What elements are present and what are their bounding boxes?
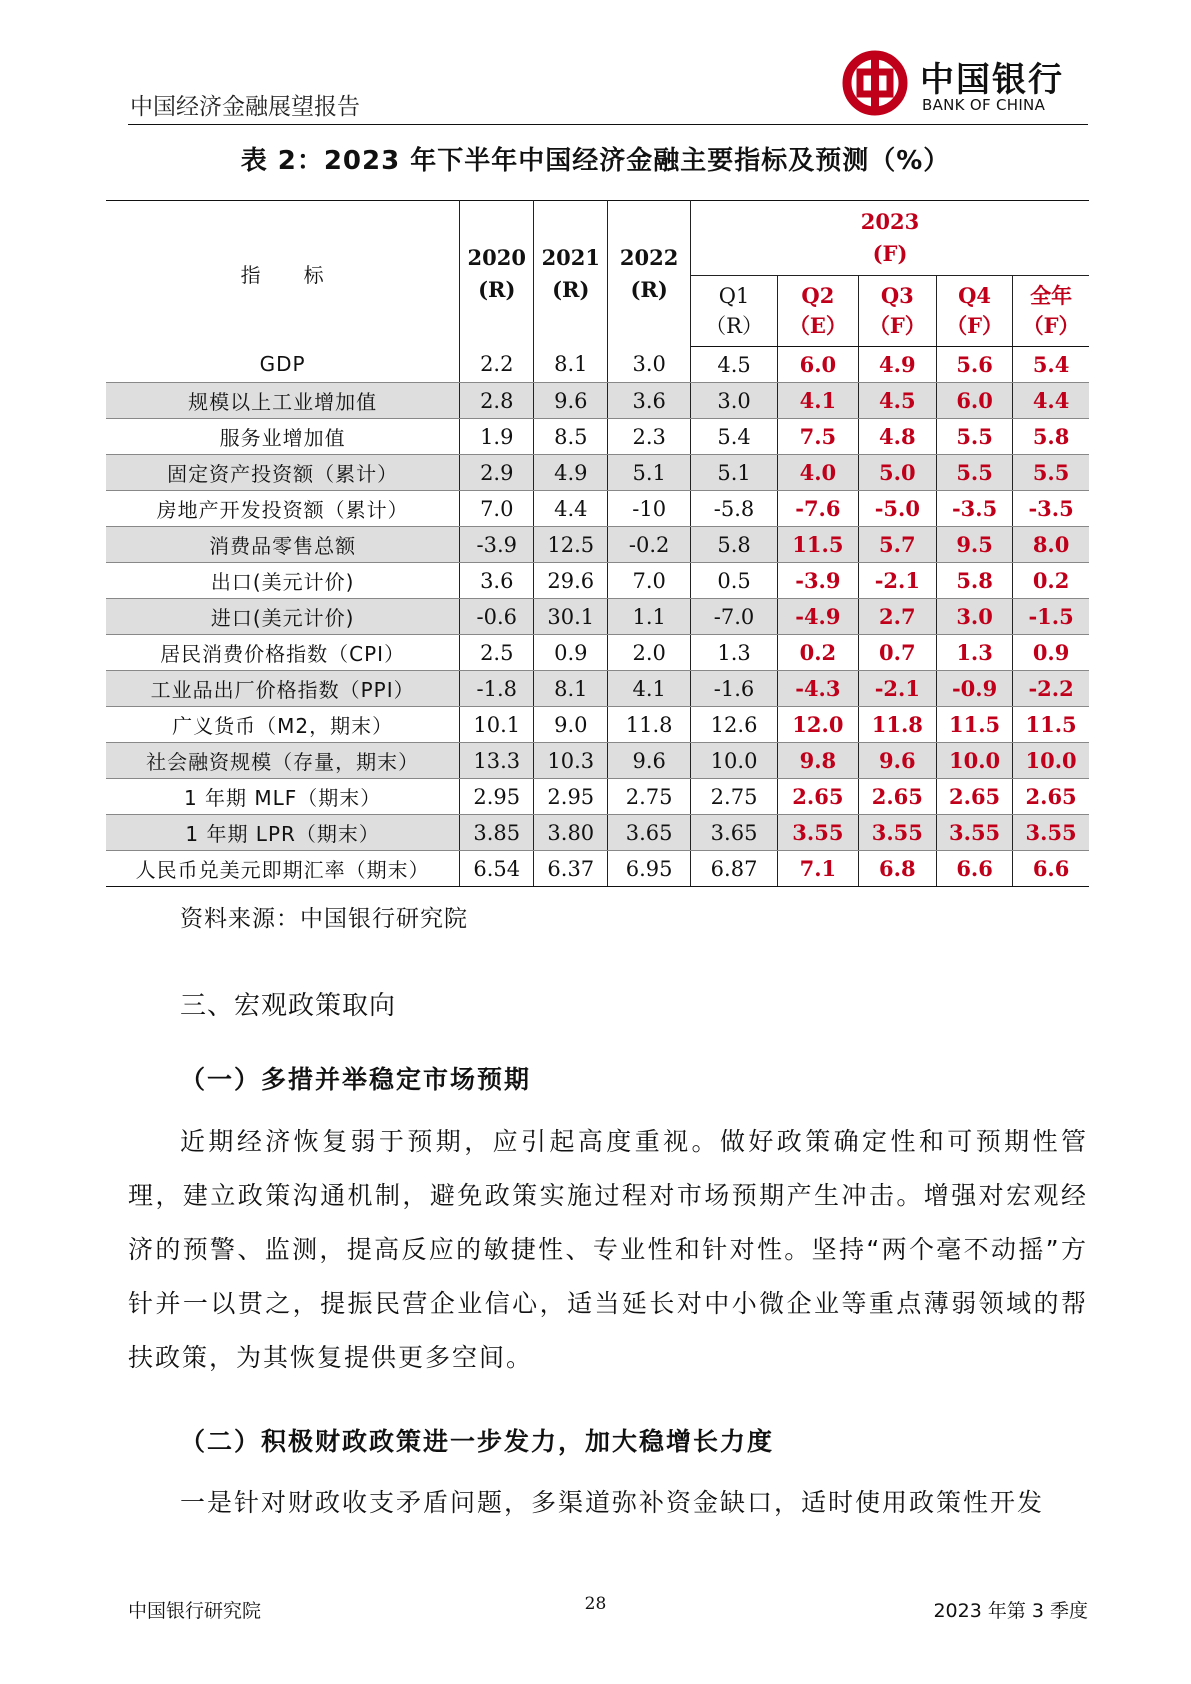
forecast-value-cell: -2.1 [858, 563, 936, 599]
forecast-value-cell: 0.9 [1013, 635, 1089, 671]
actual-value-cell: 3.85 [460, 815, 534, 851]
actual-value-cell: 5.1 [691, 455, 778, 491]
actual-value-cell: 5.1 [608, 455, 691, 491]
actual-value-cell: 1.1 [608, 599, 691, 635]
actual-value-cell: 8.1 [534, 671, 608, 707]
subsection-heading-2: （二）积极财政政策进一步发力，加大稳增长力度 [180, 1427, 775, 1456]
actual-value-cell: 6.37 [534, 851, 608, 887]
actual-value-cell: -10 [608, 491, 691, 527]
indicator-name: 消费品零售总额 [106, 527, 460, 563]
forecast-year-header: 2023 (F) [691, 201, 1089, 276]
actual-value-cell: 4.4 [534, 491, 608, 527]
table-row [106, 455, 1089, 491]
forecast-value-cell: 5.8 [937, 563, 1013, 599]
actual-value-cell: 4.5 [691, 347, 778, 383]
forecast-value-cell: -2.2 [1013, 671, 1089, 707]
actual-value-cell: 12.5 [534, 527, 608, 563]
forecast-value-cell: -0.9 [937, 671, 1013, 707]
table-row [106, 563, 1089, 599]
table-row [106, 851, 1089, 887]
table-row [106, 347, 1089, 383]
indicator-name: 1 年期 LPR（期末） [106, 815, 460, 851]
indicator-name: 工业品出厂价格指数（PPI） [106, 671, 460, 707]
forecast-value-cell: 5.4 [1013, 347, 1089, 383]
forecast-value-cell: 0.2 [778, 635, 859, 671]
forecast-value-cell: 7.1 [778, 851, 859, 887]
table-row [106, 707, 1089, 743]
actual-value-cell: 4.1 [608, 671, 691, 707]
subsection-heading-1: （一）多措并举稳定市场预期 [180, 1065, 532, 1094]
indicator-name: GDP [106, 347, 460, 383]
actual-value-cell: 3.0 [691, 383, 778, 419]
forecast-value-cell: 0.7 [858, 635, 936, 671]
indicator-name: 居民消费价格指数（CPI） [106, 635, 460, 671]
table-row [106, 491, 1089, 527]
table-row [106, 815, 1089, 851]
forecast-value-cell: 11.5 [778, 527, 859, 563]
indicator-name: 房地产开发投资额（累计） [106, 491, 460, 527]
logo-english-name: BANK OF CHINA [922, 96, 1046, 114]
forecast-value-cell: 3.55 [858, 815, 936, 851]
actual-value-cell: 7.0 [608, 563, 691, 599]
actual-value-cell: 3.65 [608, 815, 691, 851]
table-body [106, 347, 1089, 887]
forecast-value-cell: 7.5 [778, 419, 859, 455]
actual-value-cell: 2.5 [460, 635, 534, 671]
actual-value-cell: 11.8 [608, 707, 691, 743]
indicator-name: 社会融资规模（存量，期末） [106, 743, 460, 779]
bank-of-china-emblem-icon [842, 50, 908, 116]
actual-value-cell: 0.9 [534, 635, 608, 671]
forecast-value-cell: 10.0 [1013, 743, 1089, 779]
actual-value-cell: 1.9 [460, 419, 534, 455]
forecast-value-cell: 4.5 [858, 383, 936, 419]
actual-value-cell: 10.1 [460, 707, 534, 743]
year-header-2022: 2022 (R) [608, 201, 691, 347]
actual-value-cell: 29.6 [534, 563, 608, 599]
forecast-value-cell: -7.6 [778, 491, 859, 527]
actual-value-cell: -1.6 [691, 671, 778, 707]
forecast-value-cell: 6.0 [937, 383, 1013, 419]
actual-value-cell: -0.6 [460, 599, 534, 635]
section-heading: 三、宏观政策取向 [180, 991, 397, 1021]
forecast-value-cell: 5.7 [858, 527, 936, 563]
actual-value-cell: 6.54 [460, 851, 534, 887]
forecast-value-cell: 11.5 [1013, 707, 1089, 743]
actual-value-cell: -1.8 [460, 671, 534, 707]
footer-organization: 中国银行研究院 [128, 1600, 262, 1622]
forecast-value-cell: 11.5 [937, 707, 1013, 743]
actual-value-cell: -7.0 [691, 599, 778, 635]
forecast-value-cell: 2.7 [858, 599, 936, 635]
forecast-value-cell: -4.3 [778, 671, 859, 707]
table-header-row-1 [106, 201, 1089, 276]
footer-period: 2023 年第 3 季度 [933, 1600, 1088, 1622]
actual-value-cell: 3.0 [608, 347, 691, 383]
forecast-value-cell: 3.55 [1013, 815, 1089, 851]
actual-value-cell: 8.5 [534, 419, 608, 455]
forecast-value-cell: 5.8 [1013, 419, 1089, 455]
table-row [106, 743, 1089, 779]
forecast-value-cell: 10.0 [937, 743, 1013, 779]
quarter-header: Q1 （R） [691, 276, 778, 347]
forecast-value-cell: -3.9 [778, 563, 859, 599]
forecast-value-cell: 4.1 [778, 383, 859, 419]
actual-value-cell: 0.5 [691, 563, 778, 599]
actual-value-cell: 5.8 [691, 527, 778, 563]
quarter-header: 全年 （F） [1013, 276, 1089, 347]
actual-value-cell: 9.6 [608, 743, 691, 779]
forecast-value-cell: -1.5 [1013, 599, 1089, 635]
forecast-value-cell: -3.5 [937, 491, 1013, 527]
actual-value-cell: 10.0 [691, 743, 778, 779]
indicator-name: 1 年期 MLF（期末） [106, 779, 460, 815]
table-row [106, 779, 1089, 815]
forecast-value-cell: 2.65 [858, 779, 936, 815]
actual-value-cell: 6.95 [608, 851, 691, 887]
forecast-value-cell: 0.2 [1013, 563, 1089, 599]
forecast-value-cell: 4.4 [1013, 383, 1089, 419]
forecast-value-cell: 5.5 [937, 419, 1013, 455]
forecast-value-cell: 5.6 [937, 347, 1013, 383]
forecast-value-cell: 2.65 [778, 779, 859, 815]
forecast-value-cell: 11.8 [858, 707, 936, 743]
forecast-value-cell: 2.65 [937, 779, 1013, 815]
table-row [106, 599, 1089, 635]
forecast-value-cell: 4.8 [858, 419, 936, 455]
year-header-2021: 2021 (R) [534, 201, 608, 347]
forecast-value-cell: -3.5 [1013, 491, 1089, 527]
actual-value-cell: 3.6 [460, 563, 534, 599]
actual-value-cell: 10.3 [534, 743, 608, 779]
actual-value-cell: 5.4 [691, 419, 778, 455]
actual-value-cell: 2.3 [608, 419, 691, 455]
actual-value-cell: 9.6 [534, 383, 608, 419]
actual-value-cell: 6.87 [691, 851, 778, 887]
forecast-value-cell: 2.65 [1013, 779, 1089, 815]
actual-value-cell: 2.0 [608, 635, 691, 671]
actual-value-cell: -3.9 [460, 527, 534, 563]
indicator-name: 服务业增加值 [106, 419, 460, 455]
actual-value-cell: 12.6 [691, 707, 778, 743]
quarter-header: Q2 （E） [778, 276, 859, 347]
forecast-value-cell: -2.1 [858, 671, 936, 707]
indicator-name: 出口(美元计价) [106, 563, 460, 599]
forecast-value-cell: -4.9 [778, 599, 859, 635]
table-row [106, 419, 1089, 455]
actual-value-cell: 8.1 [534, 347, 608, 383]
actual-value-cell: 7.0 [460, 491, 534, 527]
quarter-header: Q4 （F） [937, 276, 1013, 347]
indicator-name: 人民币兑美元即期汇率（期末） [106, 851, 460, 887]
indicator-name: 固定资产投资额（累计） [106, 455, 460, 491]
table-title: 表 2：2023 年下半年中国经济金融主要指标及预测（%） [240, 146, 951, 176]
actual-value-cell: 2.75 [608, 779, 691, 815]
forecast-value-cell: 9.5 [937, 527, 1013, 563]
forecast-value-cell: 4.0 [778, 455, 859, 491]
actual-value-cell: 1.3 [691, 635, 778, 671]
forecast-value-cell: -5.0 [858, 491, 936, 527]
actual-value-cell: 13.3 [460, 743, 534, 779]
forecast-value-cell: 5.5 [1013, 455, 1089, 491]
header-divider [128, 124, 1088, 125]
forecast-value-cell: 5.5 [937, 455, 1013, 491]
actual-value-cell: 2.95 [534, 779, 608, 815]
forecast-value-cell: 4.9 [858, 347, 936, 383]
actual-value-cell: 2.8 [460, 383, 534, 419]
forecast-value-cell: 6.6 [1013, 851, 1089, 887]
quarter-header: Q3 （F） [858, 276, 936, 347]
actual-value-cell: 9.0 [534, 707, 608, 743]
indicators-table [106, 200, 1089, 887]
actual-value-cell: 2.75 [691, 779, 778, 815]
forecast-value-cell: 6.0 [778, 347, 859, 383]
source-note: 资料来源：中国银行研究院 [180, 906, 468, 932]
forecast-value-cell: 1.3 [937, 635, 1013, 671]
indicator-name: 规模以上工业增加值 [106, 383, 460, 419]
actual-value-cell: -5.8 [691, 491, 778, 527]
bank-logo [842, 50, 1092, 120]
forecast-value-cell: 9.8 [778, 743, 859, 779]
table-row [106, 383, 1089, 419]
indicator-name: 进口(美元计价) [106, 599, 460, 635]
report-title: 中国经济金融展望报告 [130, 94, 360, 120]
forecast-value-cell: 6.8 [858, 851, 936, 887]
actual-value-cell: 4.9 [534, 455, 608, 491]
forecast-value-cell: 3.55 [937, 815, 1013, 851]
actual-value-cell: 3.65 [691, 815, 778, 851]
actual-value-cell: 3.6 [608, 383, 691, 419]
paragraph-2: 一是针对财政收支矛盾问题，多渠道弥补资金缺口，适时使用政策性开发 [180, 1488, 1045, 1517]
forecast-value-cell: 6.6 [937, 851, 1013, 887]
forecast-value-cell: 12.0 [778, 707, 859, 743]
forecast-value-cell: 8.0 [1013, 527, 1089, 563]
table-row [106, 527, 1089, 563]
indicator-header: 指 标 [106, 201, 460, 347]
forecast-value-cell: 3.55 [778, 815, 859, 851]
forecast-value-cell: 5.0 [858, 455, 936, 491]
year-header-2020: 2020 (R) [460, 201, 534, 347]
indicator-name: 广义货币（M2，期末） [106, 707, 460, 743]
actual-value-cell: 30.1 [534, 599, 608, 635]
page-number: 28 [584, 1594, 607, 1614]
actual-value-cell: -0.2 [608, 527, 691, 563]
actual-value-cell: 2.2 [460, 347, 534, 383]
actual-value-cell: 3.80 [534, 815, 608, 851]
table-row [106, 671, 1089, 707]
paragraph-1: 近期经济恢复弱于预期，应引起高度重视。做好政策确定性和可预期性管理，建立政策沟通机制，避免政策实施过程对市场预期产生冲击。增强对宏观经济的预警、监测，提高反应的敏捷性、专业性和针对性。坚持“两个毫不动摇”方针并一以贯之，提振民营企业信心，适当延长对中小微企业等重点薄弱领域的帮扶政策，为其恢复提供更多空间。 [128, 1127, 1088, 1372]
forecast-value-cell: 3.0 [937, 599, 1013, 635]
forecast-value-cell: 9.6 [858, 743, 936, 779]
table-row [106, 635, 1089, 671]
actual-value-cell: 2.9 [460, 455, 534, 491]
actual-value-cell: 2.95 [460, 779, 534, 815]
logo-chinese-name: 中国银行 [920, 60, 1064, 100]
